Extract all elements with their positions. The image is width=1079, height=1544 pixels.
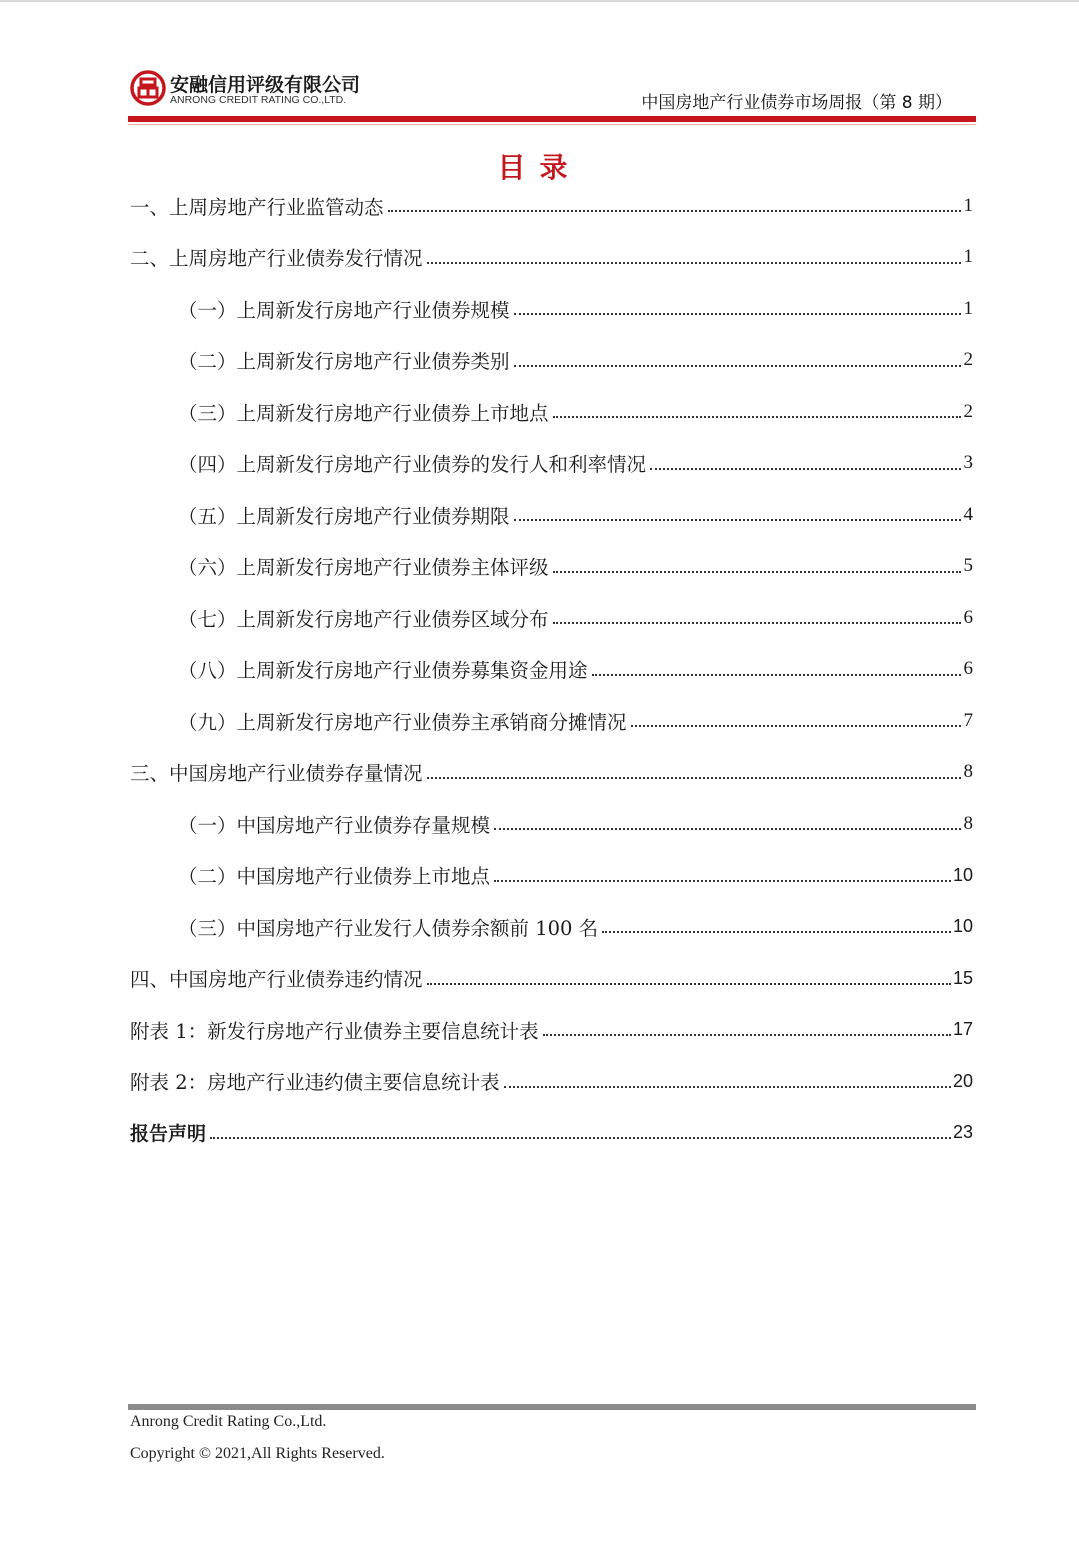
toc-entry[interactable] — [130, 850, 973, 902]
toc-entry[interactable] — [130, 747, 973, 799]
toc-entry-label: 四、中国房地产行业债券违约情况 — [130, 968, 423, 992]
toc-entry[interactable] — [130, 798, 973, 850]
page-header — [128, 66, 976, 116]
toc-entry[interactable] — [130, 695, 973, 747]
toc-entry-label: 报告声明 — [130, 1123, 207, 1146]
toc-entry-page-number: 2 — [963, 400, 973, 422]
company-name-cn: 安融信用评级有限公司 — [170, 74, 361, 96]
toc-dot-leader — [631, 724, 961, 727]
toc-dot-leader — [514, 364, 961, 367]
toc-dot-leader — [388, 209, 961, 212]
toc-entry-label: 三、中国房地产行业债券存量情况 — [130, 762, 423, 786]
toc-entry-page-number: 1 — [963, 194, 973, 216]
toc-entry[interactable] — [130, 489, 973, 541]
toc-dot-leader — [602, 930, 951, 933]
report-title: 中国房地产行业债券市场周报（第 8 期） — [641, 93, 952, 113]
toc-entry-label: （六）上周新发行房地产行业债券主体评级 — [178, 556, 549, 580]
toc-entry-label: （九）上周新发行房地产行业债券主承销商分摊情况 — [178, 710, 627, 734]
toc-dot-leader — [543, 1033, 951, 1036]
toc-entry-page-number: 8 — [963, 761, 973, 783]
toc-entry[interactable] — [130, 180, 973, 232]
toc-entry[interactable] — [130, 541, 973, 593]
toc-dot-leader — [427, 776, 961, 779]
toc-entry[interactable] — [130, 644, 973, 696]
page-top-border — [0, 0, 1079, 2]
footer-divider — [128, 1404, 976, 1410]
table-of-contents — [130, 180, 973, 1159]
toc-entry-label: （一）中国房地产行业债券存量规模 — [178, 813, 491, 837]
toc-entry-label: 附表 1：新发行房地产行业债券主要信息统计表 — [130, 1019, 539, 1043]
toc-dot-leader — [427, 982, 951, 985]
company-name-en: ANRONG CREDIT RATING CO.,LTD. — [170, 94, 347, 106]
toc-dot-leader — [504, 1085, 951, 1088]
toc-entry[interactable] — [130, 1004, 973, 1056]
toc-entry-page-number: 8 — [963, 812, 973, 834]
toc-entry[interactable] — [130, 953, 973, 1005]
toc-entry-label: （八）上周新发行房地产行业债券募集资金用途 — [178, 659, 588, 683]
toc-entry[interactable] — [130, 335, 973, 387]
toc-entry-page-number: 7 — [963, 709, 973, 731]
toc-entry-label: （五）上周新发行房地产行业债券期限 — [178, 504, 510, 528]
toc-dot-leader — [210, 1136, 951, 1139]
footer-company: Anrong Credit Rating Co.,Ltd. — [130, 1413, 327, 1430]
toc-entry[interactable] — [130, 232, 973, 284]
toc-entry-page-number: 2 — [963, 349, 973, 371]
toc-dot-leader — [553, 621, 961, 624]
toc-dot-leader — [553, 415, 961, 418]
toc-entry-page-number: 1 — [963, 297, 973, 319]
toc-title: 目录 — [497, 151, 582, 184]
toc-entry[interactable] — [130, 283, 973, 335]
footer-copyright: Copyright © 2021,All Rights Reserved. — [130, 1445, 385, 1462]
toc-entry[interactable] — [130, 386, 973, 438]
toc-entry-page-number: 23 — [952, 1122, 973, 1143]
header-divider — [128, 116, 976, 122]
toc-entry-label: （三）中国房地产行业发行人债券余额前 100 名 — [178, 916, 599, 940]
toc-entry-page-number: 4 — [963, 503, 973, 525]
toc-dot-leader — [494, 827, 961, 830]
toc-dot-leader — [553, 570, 961, 573]
toc-entry[interactable] — [130, 1107, 973, 1159]
toc-entry-page-number: 1 — [963, 246, 973, 268]
toc-entry-label: 二、上周房地产行业债券发行情况 — [130, 247, 423, 271]
toc-entry-page-number: 3 — [963, 452, 973, 474]
toc-entry-label: 一、上周房地产行业监管动态 — [130, 195, 384, 219]
toc-entry-page-number: 17 — [952, 1019, 973, 1040]
toc-dot-leader — [592, 673, 961, 676]
toc-entry-label: （一）上周新发行房地产行业债券规模 — [178, 298, 510, 322]
toc-entry-label: 附表 2：房地产行业违约债主要信息统计表 — [130, 1071, 500, 1095]
toc-entry-page-number: 20 — [952, 1070, 973, 1091]
toc-entry-label: （三）上周新发行房地产行业债券上市地点 — [178, 401, 549, 425]
toc-entry[interactable] — [130, 901, 973, 953]
toc-entry[interactable] — [130, 1056, 973, 1108]
header-divider-thin — [128, 124, 976, 125]
toc-entry[interactable] — [130, 592, 973, 644]
toc-entry-page-number: 6 — [963, 606, 973, 628]
toc-entry-page-number: 10 — [952, 916, 973, 937]
toc-entry-page-number: 5 — [963, 555, 973, 577]
toc-entry-page-number: 10 — [952, 864, 973, 885]
toc-dot-leader — [427, 261, 961, 264]
toc-dot-leader — [514, 312, 961, 315]
toc-entry-label: （二）中国房地产行业债券上市地点 — [178, 865, 491, 889]
toc-entry-label: （七）上周新发行房地产行业债券区域分布 — [178, 607, 549, 631]
company-logo-icon — [130, 70, 166, 106]
toc-dot-leader — [494, 879, 951, 882]
toc-dot-leader — [650, 467, 961, 470]
toc-entry[interactable] — [130, 438, 973, 490]
toc-dot-leader — [514, 518, 961, 521]
toc-entry-page-number: 15 — [952, 967, 973, 988]
toc-entry-page-number: 6 — [963, 658, 973, 680]
toc-entry-label: （四）上周新发行房地产行业债券的发行人和利率情况 — [178, 453, 647, 477]
toc-entry-label: （二）上周新发行房地产行业债券类别 — [178, 350, 510, 374]
